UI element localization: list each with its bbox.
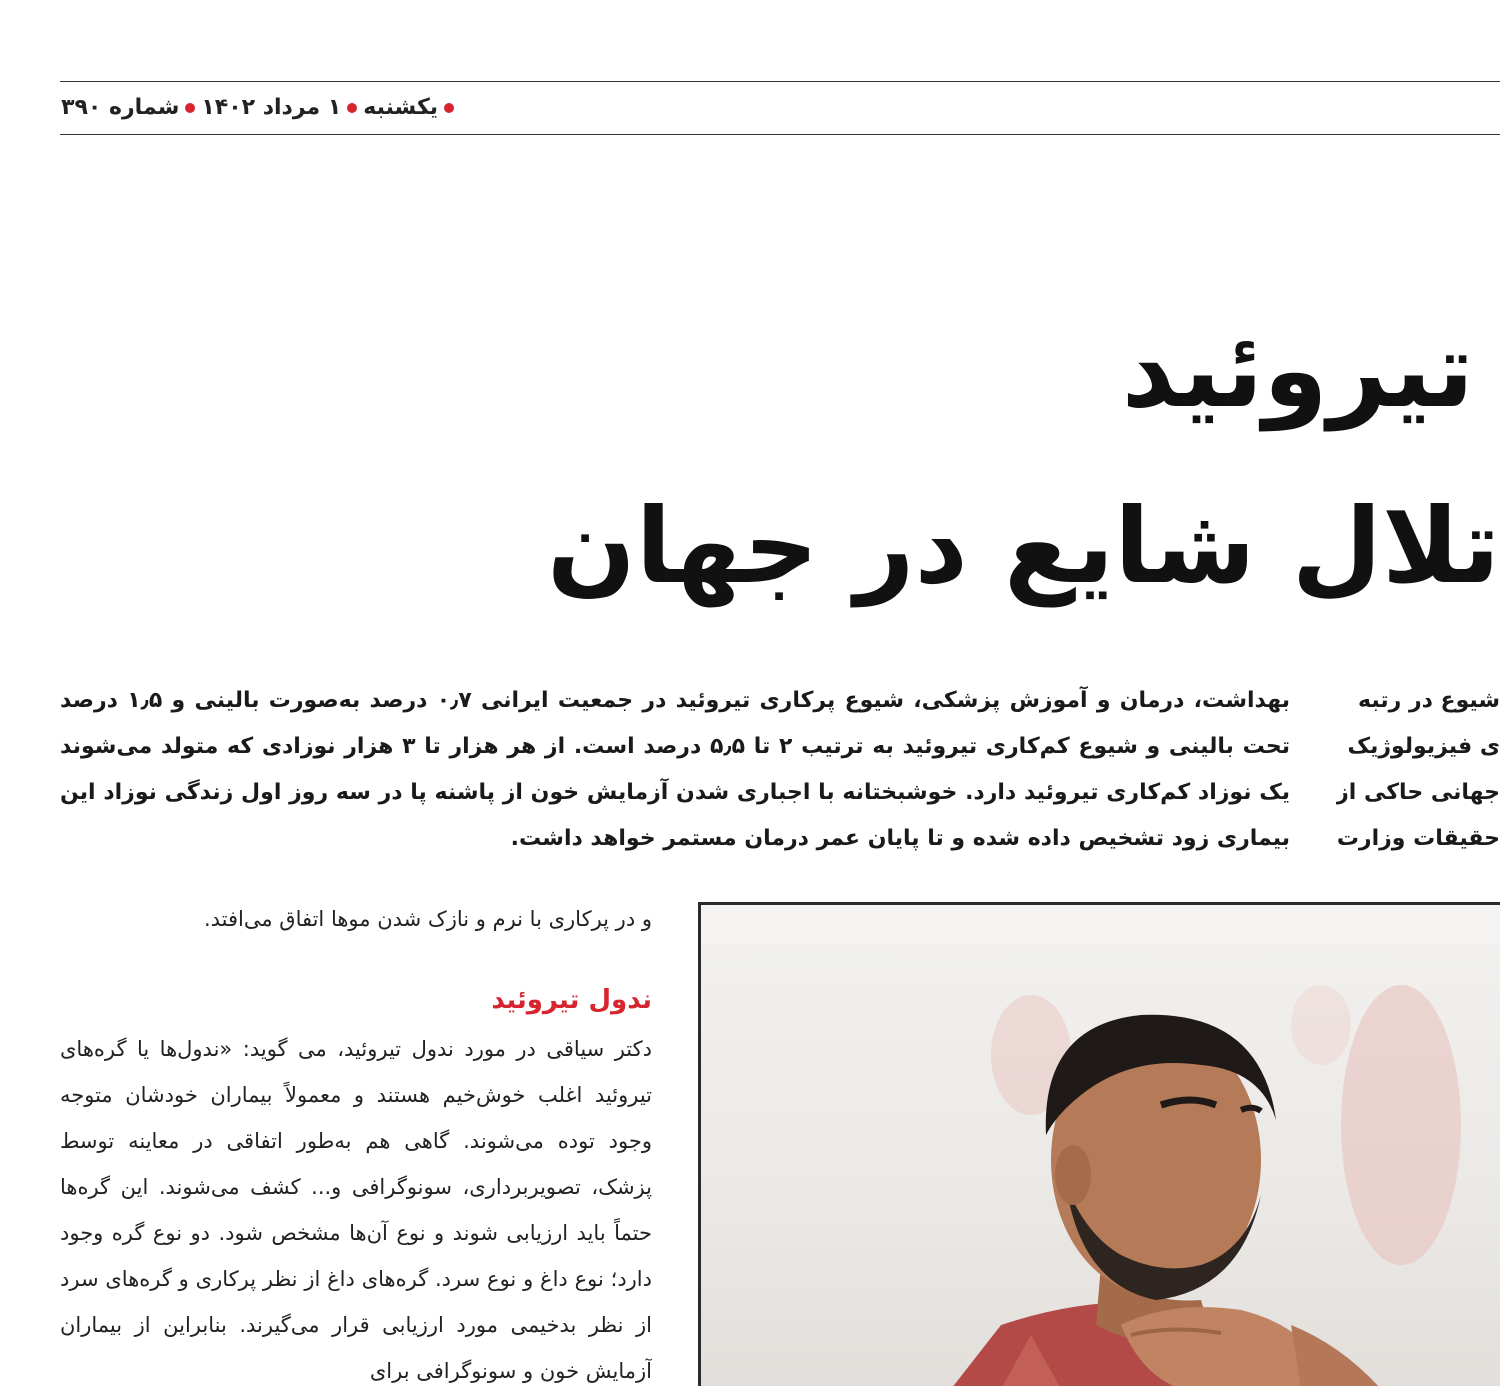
lead-text: بهداشت، درمان و آموزش پزشکی، شیوع پرکاری تیروئید در جمعیت ایرانی ۰٫۷ درصد به‌صورت بالینی و ۱٫۵ درصد تحت بالینی و شیوع کم‌کاری تیروئید به ترتیب ۲ تا ۵٫۵ درصد است. از هر هزار تا ۳ هزار نوزادی که متولد می‌شوند یک نوزاد کم‌کاری تیروئید دارد. خوشبختانه با اجباری شدن آزمایش خون از پاشنه پا در سه روز اول زندگی نوزاد این بیماری زود تشخیص داده شده و تا پایان عمر درمان مستمر خواهد داشت. — [60, 688, 1291, 851]
body-column — [60, 1026, 652, 1386]
continued-text: و در پرکاری با نرم و نازک شدن موها اتفاق می‌افتد. — [203, 907, 652, 931]
lead-clip-line: حقیقات وزارت — [1336, 826, 1500, 851]
section-subhead: ندول تیروئید — [491, 985, 652, 1015]
bottom-rule — [60, 134, 1500, 135]
lead-paragraph — [60, 678, 1290, 862]
dateline — [60, 88, 460, 128]
lead-clip-line: جهانی حاکی از — [1336, 780, 1500, 805]
dateline-date: ۱ مرداد ۱۴۰۲ — [201, 95, 342, 120]
headline-line-1: تیروئید — [1121, 309, 1474, 431]
body-paragraph: دکتر سیاقی در مورد ندول تیروئید، می گوید: «ندول‌ها یا گره‌های تیروئید اغلب خوش‌خیم هستند و معمولاً بیماران خودشان متوجه وجود توده می‌شوند. گاهی هم به‌طور اتفاقی در معاینه توسط پزشک، تصویربرداری، سونوگرافی و... کشف می‌شوند. این گره‌ها حتماً باید ارزیابی شوند و نوع آن‌ها مشخص شود. دو نوع گره وجود دارد؛ نوع داغ و نوع سرد. گره‌های داغ از نظر پرکاری و گره‌های سرد از نظر بدخیمی مورد ارزیابی قرار می‌گیرند. بنابراین از بیماران آزمایش خون و سونوگرافی برای — [60, 1037, 652, 1383]
dateline-day: یکشنبه — [363, 95, 438, 120]
top-rule — [60, 81, 1500, 82]
man-touching-neck-photo — [701, 905, 1500, 1386]
headline-line-2: تلال شایع در جهان — [547, 485, 1500, 607]
lead-clipped-column — [1336, 678, 1500, 868]
article-photo — [698, 902, 1500, 1386]
bullet-dot-icon — [444, 103, 454, 113]
bullet-dot-icon — [185, 103, 195, 113]
lead-clip-line: ی فیزیولوژیک — [1347, 734, 1500, 759]
dateline-issue: شماره ۳۹۰ — [61, 95, 180, 120]
lead-clip-line: شیوع در رتبه — [1358, 688, 1500, 713]
bullet-dot-icon — [347, 103, 357, 113]
